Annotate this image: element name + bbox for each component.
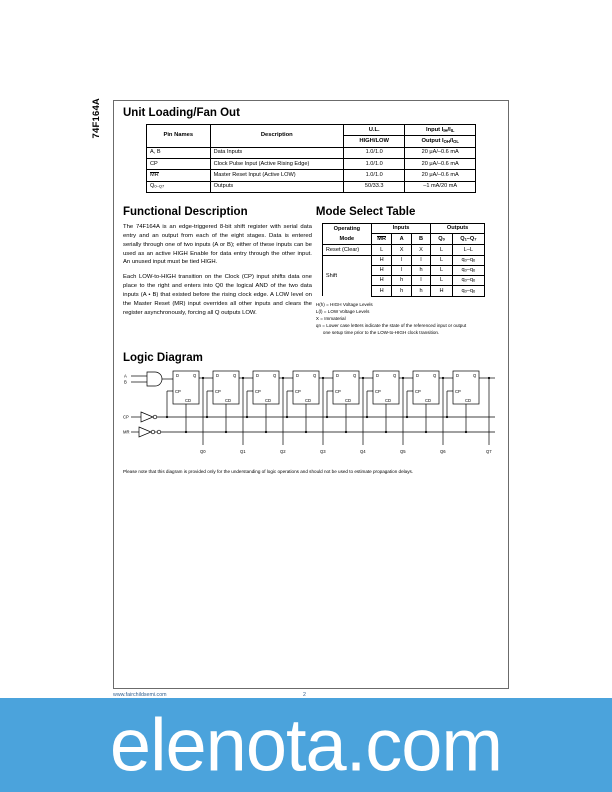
unit-loading-heading: Unit Loading/Fan Out [123, 107, 240, 119]
mode-select-table [322, 223, 485, 297]
cell-pin: A, B [147, 147, 211, 158]
cell-pin: MR [147, 170, 211, 182]
cell-b: X [411, 245, 430, 255]
cell-pin: CP [147, 159, 211, 170]
svg-text:D: D [336, 373, 340, 379]
col-operating: Operating [322, 224, 371, 234]
svg-text:D: D [416, 373, 420, 379]
svg-text:D: D [216, 373, 220, 379]
cell-mode: Reset (Clear) [322, 245, 371, 255]
svg-text:Q: Q [433, 373, 437, 379]
svg-text:CD: CD [465, 398, 472, 404]
svg-text:Q: Q [193, 373, 197, 379]
cell-ul: 50/33.3 [343, 181, 404, 192]
svg-text:CD: CD [265, 398, 272, 404]
svg-text:Q5: Q5 [400, 449, 406, 455]
svg-text:Q1: Q1 [240, 449, 246, 455]
cell-b: h [411, 286, 430, 296]
cell-a: X [392, 245, 411, 255]
col-b: B [411, 234, 430, 245]
side-tab-label: 74F164A [90, 98, 102, 139]
table-row [147, 181, 476, 192]
cell-ul: 1.0/1.0 [343, 159, 404, 170]
col-q1q7: $Q_1-Q_7$ [452, 234, 484, 245]
svg-text:CD: CD [225, 398, 232, 404]
svg-text:Q: Q [313, 373, 317, 379]
cell-b: l [411, 255, 430, 265]
watermark-banner [0, 698, 612, 792]
cell-q1q7: $q_0-q_6$ [452, 265, 484, 275]
svg-text:Q2: Q2 [280, 449, 286, 455]
fd-paragraph-2: Each LOW-to-HIGH transition on the Clock (CP) input shifts data one place to the right and enters into Q0 the logical AND of the two data inputs (A • B) that existed before the rising clock edge. A LOW level on the Master Reset (MR) input overrides all other inputs and clears the register asynchronously, forcing all Q outputs LOW. [123, 274, 312, 316]
col-ul-line2: HIGH/LOW [343, 136, 404, 147]
svg-text:CP: CP [455, 389, 461, 395]
svg-text:D: D [296, 373, 300, 379]
cell-description: Clock Pulse Input (Active Rising Edge) [210, 159, 343, 170]
svg-text:Q7: Q7 [486, 449, 492, 455]
svg-text:CP: CP [295, 389, 301, 395]
cell-mr: H [371, 276, 392, 286]
note-x: X = Immaterial [315, 315, 346, 321]
cell-b: l [411, 276, 430, 286]
footer-page-number: 2 [303, 692, 306, 698]
col-mode: Mode [322, 234, 371, 245]
functional-description-column [123, 206, 312, 336]
input-label-b: B [124, 379, 127, 385]
svg-text:CP: CP [335, 389, 341, 395]
cell-q1q7: $q_0-q_6$ [452, 276, 484, 286]
col-description: Description [210, 125, 343, 148]
mode-select-column [316, 206, 499, 336]
cell-q1q7: $q_0-q_6$ [452, 255, 484, 265]
unit-loading-table [146, 124, 476, 193]
logic-diagram-figure [123, 369, 499, 462]
table-row [322, 245, 484, 255]
table-header-row [322, 224, 484, 234]
logic-diagram-section [123, 352, 499, 475]
cell-pin: $Q_{0-Q7}$ [147, 181, 211, 192]
functional-description-heading: Functional Description [123, 206, 248, 219]
note-q-cont: one setup time prior to the LOW-to-HIGH clock transition. [322, 330, 440, 336]
mode-select-notes [316, 301, 499, 337]
watermark-text: elenota.com [109, 703, 503, 787]
col-inputs: Inputs [371, 224, 430, 234]
table-row [147, 159, 476, 170]
svg-text:D: D [176, 373, 180, 379]
col-outputs: Outputs [431, 224, 485, 234]
cell-mr: H [371, 255, 392, 265]
cell-a: h [392, 286, 411, 296]
cell-description: Outputs [210, 181, 343, 192]
svg-text:D: D [376, 373, 380, 379]
note-l: L(l) = LOW Voltage Levels [315, 308, 370, 314]
svg-text:Q: Q [233, 373, 237, 379]
cell-io: 20 μA/–0.6 mA [405, 159, 476, 170]
content-frame [113, 100, 509, 689]
cell-q0: H [431, 286, 453, 296]
cell-mr: H [371, 265, 392, 275]
svg-text:CD: CD [345, 398, 352, 404]
input-label-a: A [124, 373, 127, 379]
input-label-mr: MR [123, 429, 130, 435]
svg-text:CD: CD [185, 398, 192, 404]
svg-text:Q3: Q3 [320, 449, 326, 455]
col-q0: $Q_0$ [431, 234, 453, 245]
table-row [147, 147, 476, 158]
svg-text:D: D [256, 373, 260, 379]
table-row [322, 255, 484, 265]
cell-mr: H [371, 286, 392, 296]
input-label-cp: CP [123, 414, 129, 420]
svg-text:Q: Q [393, 373, 397, 379]
svg-text:CD: CD [425, 398, 432, 404]
cell-q1q7: L–L [452, 245, 484, 255]
col-a: A [392, 234, 411, 245]
output-labels [200, 449, 492, 454]
footer-url[interactable]: www.fairchildsemi.com [113, 692, 167, 698]
cell-q0: L [431, 276, 453, 286]
cell-q0: L [431, 265, 453, 275]
cell-a: l [392, 255, 411, 265]
cell-description: Data Inputs [210, 147, 343, 158]
cell-b: h [411, 265, 430, 275]
col-input-line2: Output $I_{OH}/I_{OL}$ [405, 136, 476, 147]
svg-text:CP: CP [375, 389, 381, 395]
cell-mode: Shift [322, 255, 371, 296]
svg-text:Q6: Q6 [440, 449, 446, 455]
col-ul-line1: U.L. [343, 125, 404, 136]
svg-text:CP: CP [215, 389, 221, 395]
svg-text:CD: CD [305, 398, 312, 404]
cell-q0: L [431, 255, 453, 265]
mode-select-heading: Mode Select Table [315, 206, 416, 219]
table-row [147, 170, 476, 182]
cell-ul: 1.0/1.0 [343, 147, 404, 158]
col-input-line1: Input $I_{IH}/I_{IL}$ [405, 125, 476, 136]
cell-io: 20 μA/–0.6 mA [405, 170, 476, 182]
svg-text:CP: CP [255, 389, 261, 395]
side-tab-part-number [88, 98, 104, 188]
cell-description: Master Reset Input (Active LOW) [210, 170, 343, 182]
col-mr: MR [371, 234, 392, 245]
cell-io: 20 μA/–0.6 mA [405, 147, 476, 158]
note-h: H(h) = HIGH Voltage Levels [315, 301, 373, 307]
svg-text:Q: Q [473, 373, 477, 379]
cell-a: h [392, 276, 411, 286]
table-header-row [147, 125, 476, 136]
svg-text:Q: Q [273, 373, 277, 379]
note-q: qn = Lower case letters indicate the state of the referenced input or output [315, 323, 467, 329]
table-header-row-2 [322, 234, 484, 245]
ff-pin-labels [175, 373, 477, 403]
svg-text:D: D [456, 373, 460, 379]
svg-text:CP: CP [415, 389, 421, 395]
cell-a: l [392, 265, 411, 275]
cell-q0: L [431, 245, 453, 255]
col-pin-names: Pin Names [147, 125, 211, 148]
cell-ul: 1.0/1.0 [343, 170, 404, 182]
logic-diagram-svg [123, 369, 501, 457]
svg-text:CP: CP [175, 389, 181, 395]
svg-text:Q: Q [353, 373, 357, 379]
logic-diagram-heading: Logic Diagram [123, 352, 203, 365]
svg-text:Q4: Q4 [360, 449, 366, 455]
cell-mr: L [371, 245, 392, 255]
cell-io: –1 mA/20 mA [405, 181, 476, 192]
logic-diagram-note: Please note that this diagram is provided only for the understanding of logic operations and should not be used to estimate propagation delays. [123, 469, 414, 475]
svg-text:CD: CD [385, 398, 392, 404]
fd-paragraph-1: The 74F164A is an edge-triggered 8-bit shift register with serial data entry and an output from each of the eight stages. Data is entered serially through one of two inputs (A or B); either of these inputs can be used as an active HIGH Enable for data entry through the other input. An unused input must be tied HIGH. [123, 224, 312, 266]
cell-q1q7: $q_0-q_6$ [452, 286, 484, 296]
svg-text:Q0: Q0 [200, 449, 206, 455]
